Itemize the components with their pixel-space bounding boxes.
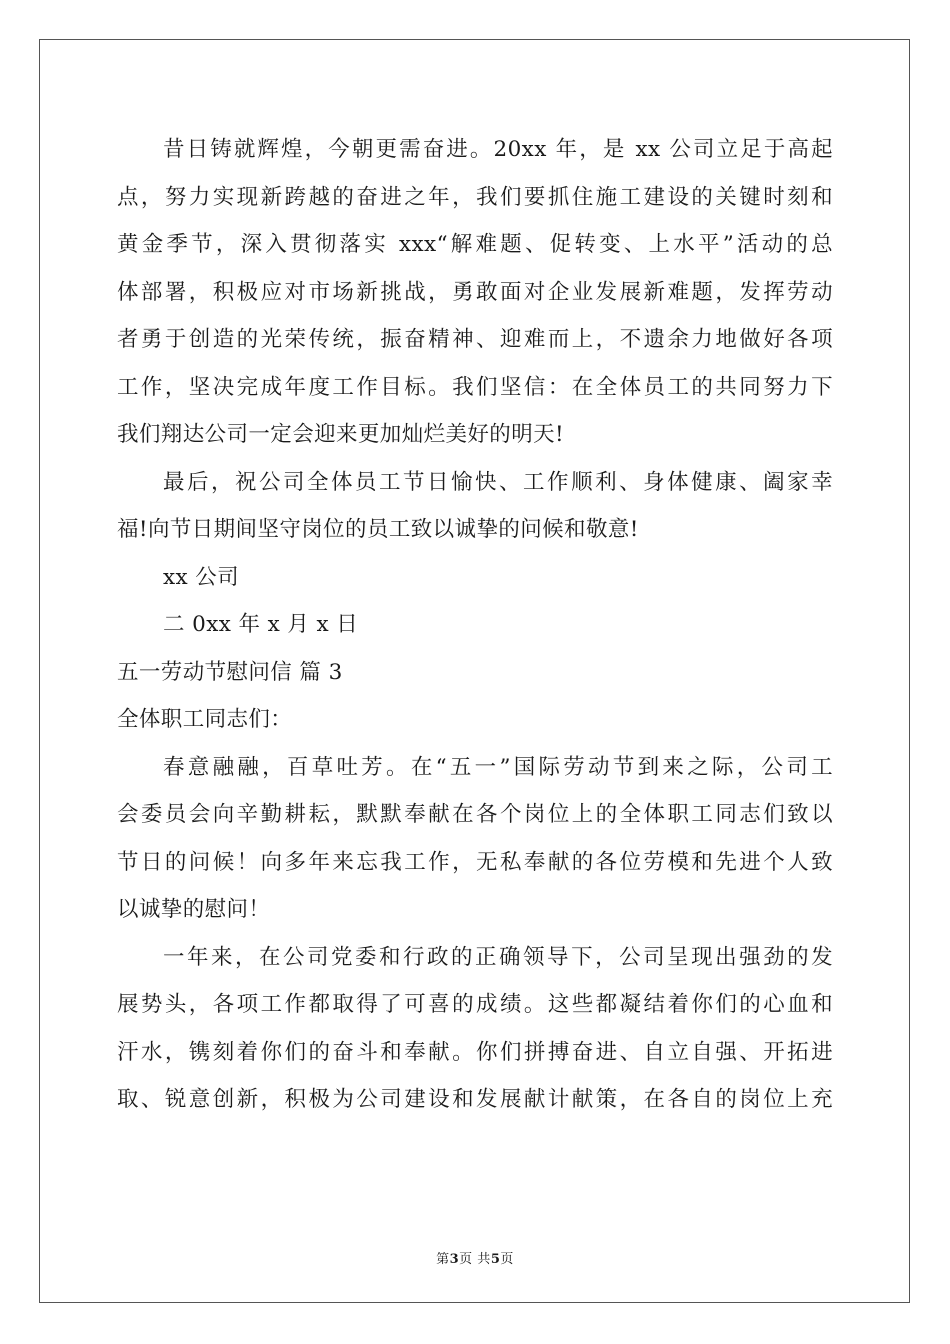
page-mid: 页 共 bbox=[459, 1252, 491, 1267]
section-heading: 五一劳动节慰问信 篇 3 bbox=[117, 659, 343, 685]
paragraph-line: 春意融融，百草吐芳。在“五一”国际劳动节到来之际，公司工 bbox=[163, 754, 833, 780]
paragraph-line: 最后，祝公司全体员工节日愉快、工作顺利、身体健康、阖家幸 bbox=[163, 469, 833, 495]
paragraph-line: 黄金季节，深入贯彻落实 xxx“解难题、促转变、上水平”活动的总 bbox=[117, 232, 833, 257]
salutation: 全体职工同志们： bbox=[117, 707, 293, 732]
paragraph-line: 我们翔达公司一定会迎来更加灿烂美好的明天! bbox=[117, 422, 565, 447]
paragraph-line: 以诚挚的慰问！ bbox=[117, 897, 271, 922]
current-page-number: 3 bbox=[449, 1252, 460, 1267]
paragraph-line: 展势头，各项工作都取得了可喜的成绩。这些都凝结着你们的心血和 bbox=[117, 992, 833, 1017]
paragraph-line: 者勇于创造的光荣传统，振奋精神、迎难而上，不遗余力地做好各项 bbox=[117, 327, 833, 352]
paragraph-line: 节日的问候！向多年来忘我工作，无私奉献的各位劳模和先进个人致 bbox=[117, 849, 833, 875]
signature-date: 二 0xx 年 x 月 x 日 bbox=[163, 612, 359, 637]
total-page-number: 5 bbox=[490, 1252, 501, 1267]
paragraph-line: 取、锐意创新，积极为公司建设和发展献计献策，在各自的岗位上充 bbox=[117, 1087, 833, 1112]
paragraph-line: 福!向节日期间坚守岗位的员工致以诚挚的问候和敬意! bbox=[117, 517, 639, 542]
paragraph-line: 一年来，在公司党委和行政的正确领导下，公司呈现出强劲的发 bbox=[163, 944, 833, 970]
page-suffix: 页 bbox=[500, 1252, 514, 1267]
paragraph-line: 工作，坚决完成年度工作目标。我们坚信：在全体员工的共同努力下 bbox=[117, 374, 833, 400]
page-prefix: 第 bbox=[436, 1252, 450, 1267]
paragraph-line: 点，努力实现新跨越的奋进之年，我们要抓住施工建设的关键时刻和 bbox=[117, 184, 833, 210]
page-footer bbox=[0, 1248, 950, 1267]
signature-company: xx 公司 bbox=[163, 564, 240, 590]
paragraph-line: 汗水，镌刻着你们的奋斗和奉献。你们拼搏奋进、自立自强、开拓进 bbox=[117, 1039, 833, 1065]
paragraph-line: 会委员会向辛勤耕耘，默默奉献在各个岗位上的全体职工同志们致以 bbox=[117, 802, 833, 827]
paragraph-line: 体部署，积极应对市场新挑战，勇敢面对企业发展新难题，发挥劳动 bbox=[117, 279, 833, 305]
paragraph-line: 昔日铸就辉煌，今朝更需奋进。20xx 年，是 xx 公司立足于高起 bbox=[163, 137, 833, 162]
document-body bbox=[117, 126, 833, 1124]
